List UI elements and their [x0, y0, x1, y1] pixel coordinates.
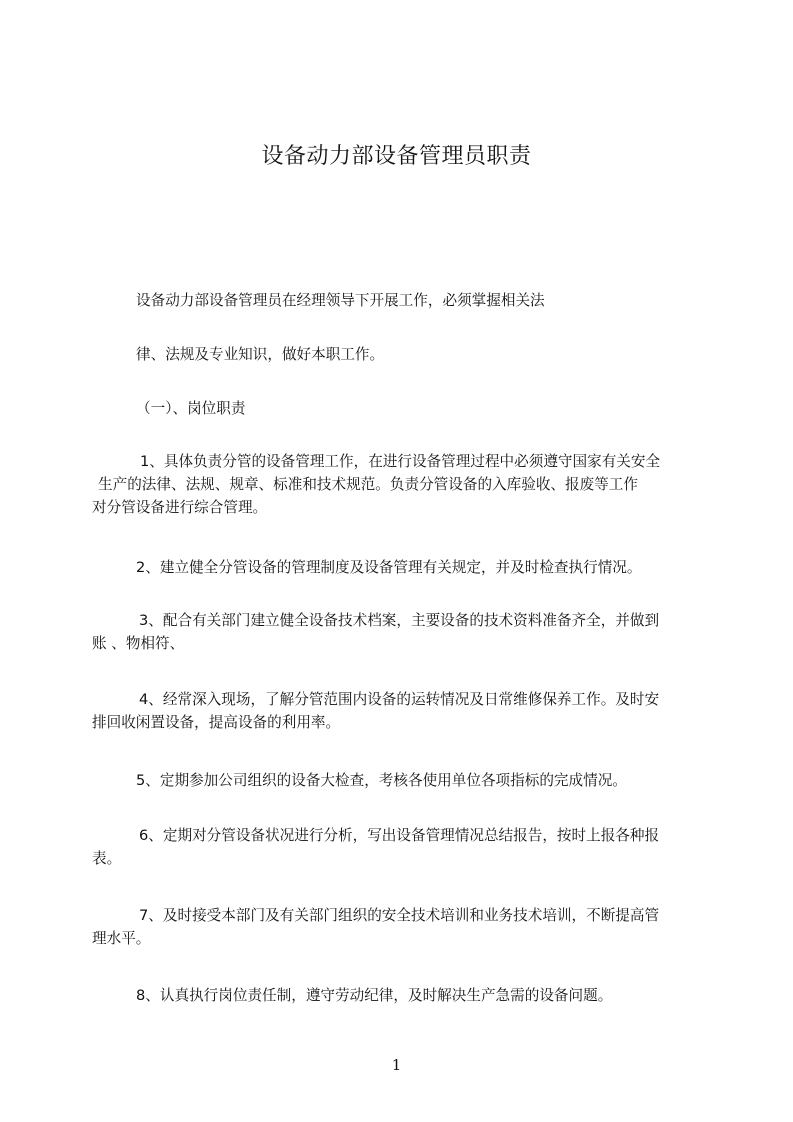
document-title: 设备动力部设备管理员职责 — [261, 144, 532, 169]
duty-item-1-line-2: 生产的法律、法规、规章、标准和技术规范。负责分管设备的入库验收、报废等工作 — [98, 476, 638, 493]
duty-item-7 — [0, 904, 659, 950]
duty-item-4-line-2: 排回收闲置设备，提高设备的利用率。 — [92, 714, 341, 731]
duty-item-3-line-2: 账 、物相符、 — [92, 635, 185, 652]
duty-item-2 — [0, 556, 641, 579]
duty-item-7-line-1: 7、及时接受本部门及有关部门组织的安全技术培训和业务技术培训，不断提高管 — [139, 907, 660, 924]
duty-item-3 — [0, 609, 659, 655]
duty-item-4 — [0, 688, 659, 734]
duty-item-5-line-1: 5、定期参加公司组织的设备大检查，考核各使用单位各项指标的完成情况。 — [136, 772, 627, 789]
intro-line-2: 律、法规及专业知识，做好本职工作。 — [136, 346, 385, 363]
duty-item-7-line-2: 理水平。 — [92, 930, 151, 947]
duty-item-2-line-1: 2、建立健全分管设备的管理制度及设备管理有关规定，并及时检查执行情况。 — [136, 559, 642, 576]
section-heading: （一）、岗位职责 — [136, 400, 246, 417]
duty-item-5 — [0, 769, 627, 792]
intro-line-1: 设备动力部设备管理员在经理领导下开展工作，必须掌握相关法 — [136, 292, 545, 309]
duty-item-1-line-1: 1、具体负责分管的设备管理工作，在进行设备管理过程中必须遵守国家有关安全 — [140, 453, 661, 470]
duty-item-3-line-1: 3、配合有关部门建立健全设备技术档案，主要设备的技术资料准备齐全，并做到 — [139, 612, 660, 629]
page-number: 1 — [391, 1056, 402, 1074]
duty-item-6-line-1: 6、定期对分管设备状况进行分析，写出设备管理情况总结报告，按时上报各种报 — [139, 827, 660, 844]
duty-item-6 — [0, 824, 659, 870]
duty-item-4-line-1: 4、经常深入现场，了解分管范围内设备的运转情况及日常维修保养工作。及时安 — [139, 691, 660, 708]
duty-item-1 — [0, 450, 660, 519]
duty-item-1-line-3: 对分管设备进行综合管理。 — [92, 499, 268, 516]
duty-item-8 — [0, 984, 612, 1007]
duty-item-8-line-1: 8、认真执行岗位责任制，遵守劳动纪律，及时解决生产急需的设备问题。 — [136, 987, 613, 1004]
duty-item-6-line-2: 表。 — [92, 850, 122, 867]
